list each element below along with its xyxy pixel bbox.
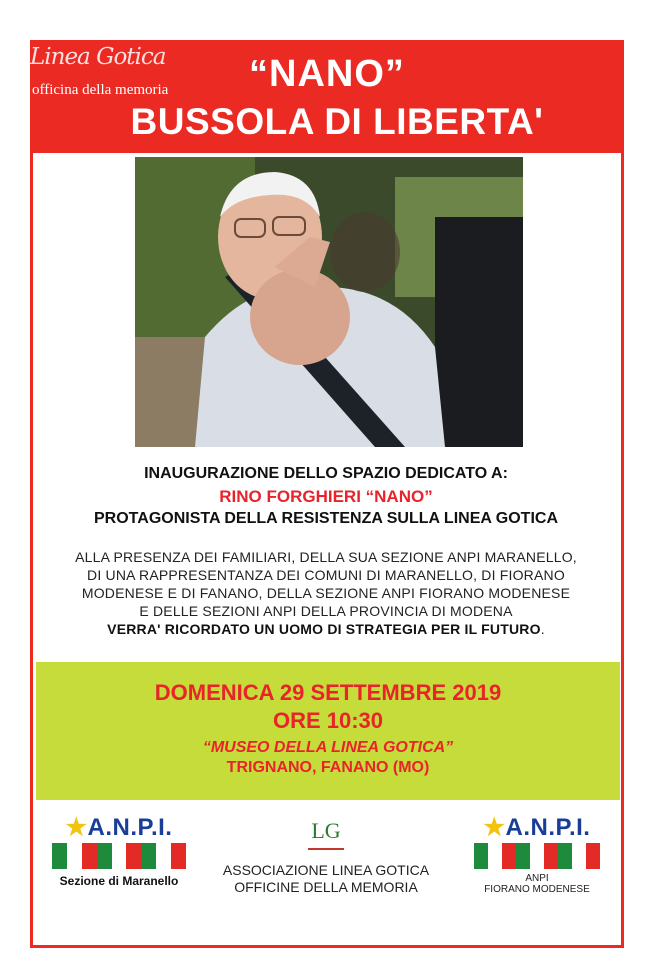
anpi-wordmark: ★A.N.P.I.: [483, 814, 591, 841]
description-line: MODENESE E DI FANANO, DELLA SEZIONE ANPI FIORANO MODENESE: [81, 585, 571, 601]
event-time: ORE 10:30: [272, 708, 384, 733]
description-closing: VERRA' RICORDATO UN UOMO DI STRATEGIA PER IL FUTURO.: [107, 621, 545, 637]
anpi-fiorano-caption-line1: ANPI: [525, 873, 549, 884]
title-line-2: BUSSOLA DI LIBERTA': [130, 101, 544, 142]
anpi-fiorano-logo: [472, 813, 602, 897]
anpi-wordmark: ★A.N.P.I.: [65, 814, 173, 841]
star-icon: ★: [483, 814, 506, 841]
lg-mark: LG: [311, 818, 341, 843]
association-name: ASSOCIAZIONE LINEA GOTICA: [222, 862, 430, 878]
dedication-block: [0, 465, 652, 528]
association-caption: [190, 862, 462, 896]
linea-gotica-logo: [296, 818, 356, 858]
anpi-maranello-caption: Sezione di Maranello: [59, 874, 179, 888]
brand-script-logo: Linea Gotica: [30, 44, 166, 70]
lg-underline: [308, 848, 344, 850]
italian-flag-stripes-icon: [52, 843, 186, 869]
description-line: E DELLE SEZIONI ANPI DELLA PROVINCIA DI MODENA: [139, 603, 513, 619]
portrait-photo: [135, 157, 523, 447]
event-venue: “MUSEO DELLA LINEA GOTICA”: [202, 739, 454, 756]
anpi-fiorano-caption: [472, 873, 602, 895]
title-line-1: “NANO”: [249, 53, 405, 95]
brand-subtitle: officina della memoria: [32, 82, 169, 98]
description-line: DI UNA RAPPRESENTANZA DEI COMUNI DI MARANELLO, DI FIORANO: [87, 567, 565, 583]
honoree-name: RINO FORGHIERI “NANO”: [219, 487, 433, 506]
anpi-maranello-logo: [50, 813, 188, 893]
anpi-fiorano-caption-line2: FIORANO MODENESE: [484, 884, 590, 895]
association-subtitle: OFFICINE DELLA MEMORIA: [234, 879, 418, 895]
description-line: ALLA PRESENZA DEI FAMILIARI, DELLA SUA SEZIONE ANPI MARANELLO,: [75, 549, 577, 565]
event-place: TRIGNANO, FANANO (MO): [226, 759, 430, 776]
event-details-band: [36, 662, 620, 800]
honoree-role: PROTAGONISTA DELLA RESISTENZA SULLA LINEA GOTICA: [94, 510, 558, 527]
italian-flag-stripes-icon: [474, 843, 600, 869]
dedication-heading: INAUGURAZIONE DELLO SPAZIO DEDICATO A:: [144, 465, 508, 482]
closing-statement: VERRA' RICORDATO UN UOMO DI STRATEGIA PER IL FUTURO: [107, 621, 541, 637]
description-text: [0, 548, 652, 638]
brand-logo: [0, 22, 210, 98]
star-icon: ★: [65, 814, 88, 841]
event-date: DOMENICA 29 SETTEMBRE 2019: [154, 680, 502, 705]
